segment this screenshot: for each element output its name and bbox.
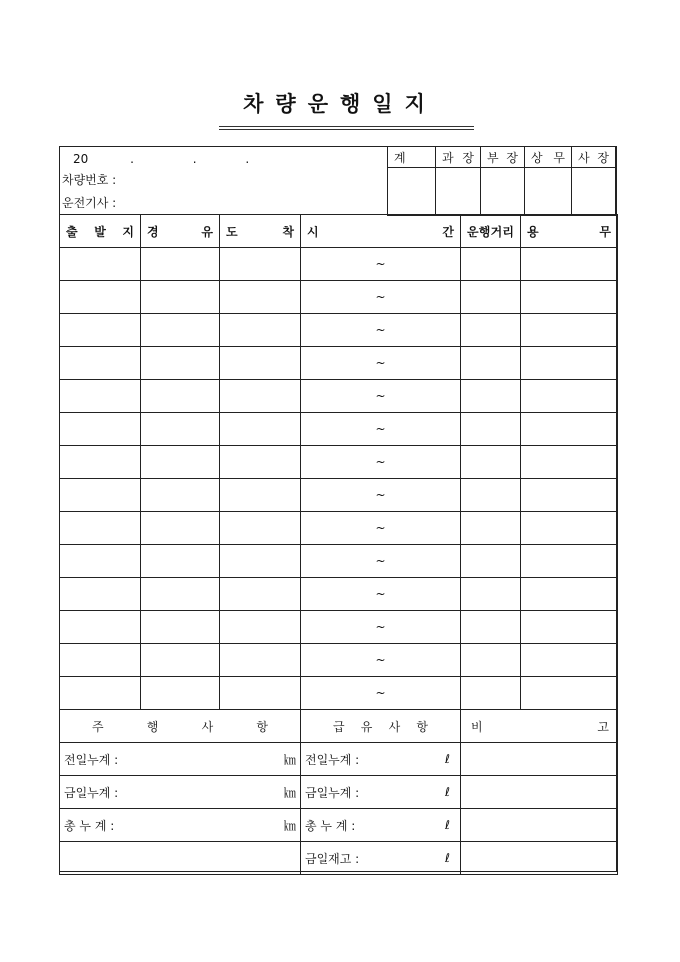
table-cell[interactable]: ~	[301, 347, 461, 380]
table-cell[interactable]	[461, 545, 521, 578]
approval-header-0	[388, 147, 436, 168]
table-cell[interactable]	[461, 512, 521, 545]
table-cell[interactable]	[220, 644, 301, 677]
approval-table	[387, 146, 616, 216]
table-cell[interactable]	[461, 281, 521, 314]
approval-sign-box-3[interactable]	[525, 168, 572, 216]
table-cell[interactable]	[141, 248, 220, 281]
table-cell[interactable]	[220, 347, 301, 380]
table-cell[interactable]: ~	[301, 578, 461, 611]
table-cell[interactable]	[141, 314, 220, 347]
table-cell[interactable]: ~	[301, 314, 461, 347]
cell-text: 상 무	[531, 150, 565, 165]
approval-header-3	[525, 147, 572, 168]
table-cell[interactable]	[141, 512, 220, 545]
table-cell[interactable]	[461, 611, 521, 644]
approval-header-2	[481, 147, 525, 168]
table-cell[interactable]	[60, 380, 141, 413]
approval-header-4	[572, 147, 616, 168]
table-cell[interactable]: ~	[301, 545, 461, 578]
cell-text: 시 간	[307, 224, 454, 239]
table-cell[interactable]	[220, 512, 301, 545]
driving-cell[interactable]: 총 누 계 : ㎞	[60, 809, 301, 842]
table-cell[interactable]	[521, 479, 618, 512]
table-cell[interactable]	[220, 479, 301, 512]
driving-cell[interactable]: 전일누계 : ㎞	[60, 743, 301, 776]
table-cell[interactable]	[521, 281, 618, 314]
cell-text: 주 행 사 항	[92, 719, 268, 734]
table-header	[60, 215, 618, 248]
date-field[interactable]: 20 . . .	[73, 152, 250, 166]
column-header-5	[521, 215, 618, 248]
cell-text: 급 유 사 항	[333, 719, 428, 734]
table-cell[interactable]	[60, 347, 141, 380]
table-row	[60, 545, 618, 578]
table-cell[interactable]	[461, 380, 521, 413]
table-cell[interactable]	[461, 413, 521, 446]
column-header-2	[220, 215, 301, 248]
table-cell[interactable]	[60, 578, 141, 611]
remarks-cell[interactable]	[461, 842, 618, 875]
table-cell[interactable]	[220, 446, 301, 479]
table-cell[interactable]	[461, 248, 521, 281]
table-cell[interactable]	[521, 512, 618, 545]
table-cell[interactable]	[141, 413, 220, 446]
approval-sign-box-0[interactable]	[388, 168, 436, 216]
table-row	[60, 677, 618, 710]
fuel-cell[interactable]: 전일누계 : ℓ	[301, 743, 461, 776]
table-cell[interactable]	[60, 479, 141, 512]
remarks-cell[interactable]	[461, 809, 618, 842]
fuel-cell[interactable]: 금일누계 : ℓ	[301, 776, 461, 809]
column-header-0	[60, 215, 141, 248]
vehicle-number-label: 차량번호 :	[62, 173, 117, 187]
summary-row	[60, 776, 618, 809]
table-cell[interactable]	[220, 314, 301, 347]
table-cell[interactable]	[60, 644, 141, 677]
cell-text: 과 장	[442, 150, 474, 165]
table-row	[60, 314, 618, 347]
table-cell[interactable]	[60, 314, 141, 347]
cell-text: 부 장	[487, 150, 518, 165]
table-row	[60, 281, 618, 314]
table-cell[interactable]	[141, 347, 220, 380]
table-cell[interactable]	[141, 479, 220, 512]
table-cell[interactable]	[521, 611, 618, 644]
summary-header	[60, 710, 618, 743]
table-cell[interactable]	[461, 314, 521, 347]
table-cell[interactable]	[141, 545, 220, 578]
driving-log-table	[59, 214, 618, 710]
table-cell[interactable]	[141, 446, 220, 479]
table-cell[interactable]: ~	[301, 281, 461, 314]
table-cell[interactable]	[461, 446, 521, 479]
table-cell[interactable]	[461, 578, 521, 611]
driving-cell[interactable]: 금일누계 : ㎞	[60, 776, 301, 809]
table-cell[interactable]	[521, 677, 618, 710]
driving-cell[interactable]	[60, 842, 301, 875]
table-cell[interactable]	[60, 413, 141, 446]
table-cell[interactable]: ~	[301, 512, 461, 545]
summary-row	[60, 842, 618, 875]
fuel-cell[interactable]: 총 누 계 : ℓ	[301, 809, 461, 842]
table-row	[60, 578, 618, 611]
summary-table	[59, 709, 618, 875]
summary-header-1	[301, 710, 461, 743]
table-cell[interactable]	[60, 677, 141, 710]
column-header-3	[301, 215, 461, 248]
table-cell[interactable]	[521, 545, 618, 578]
summary-row	[60, 743, 618, 776]
table-cell[interactable]	[141, 611, 220, 644]
remarks-cell[interactable]	[461, 743, 618, 776]
remarks-cell[interactable]	[461, 776, 618, 809]
summary-header-2	[461, 710, 618, 743]
approval-sign-box-2[interactable]	[481, 168, 525, 216]
table-cell[interactable]	[521, 446, 618, 479]
cell-text: 경 유	[147, 224, 213, 239]
table-cell[interactable]	[521, 644, 618, 677]
table-cell[interactable]: ~	[301, 380, 461, 413]
summary-header-0	[60, 710, 301, 743]
table-cell[interactable]	[60, 611, 141, 644]
table-cell[interactable]: ~	[301, 611, 461, 644]
table-cell[interactable]	[220, 677, 301, 710]
table-cell[interactable]: ~	[301, 644, 461, 677]
table-cell[interactable]	[60, 446, 141, 479]
summary-row	[60, 809, 618, 842]
table-cell[interactable]	[521, 413, 618, 446]
table-cell[interactable]	[141, 677, 220, 710]
table-cell[interactable]	[461, 347, 521, 380]
table-cell[interactable]	[141, 281, 220, 314]
table-cell[interactable]	[60, 545, 141, 578]
table-cell[interactable]: ~	[301, 413, 461, 446]
table-row	[60, 644, 618, 677]
table-row	[60, 347, 618, 380]
table-row	[60, 380, 618, 413]
fuel-cell[interactable]: 금일재고 : ℓ	[301, 842, 461, 875]
table-cell[interactable]	[220, 611, 301, 644]
table-cell[interactable]	[60, 512, 141, 545]
table-cell[interactable]	[141, 380, 220, 413]
table-cell[interactable]	[60, 281, 141, 314]
table-cell[interactable]	[220, 380, 301, 413]
table-row	[60, 512, 618, 545]
title-underline	[219, 126, 474, 127]
table-row	[60, 611, 618, 644]
approval-header-1	[436, 147, 481, 168]
table-cell[interactable]	[60, 248, 141, 281]
table-cell[interactable]	[521, 347, 618, 380]
approval-sign-box-1[interactable]	[436, 168, 481, 216]
title-underline-double	[219, 129, 474, 130]
table-cell[interactable]: ~	[301, 677, 461, 710]
table-cell[interactable]	[141, 578, 220, 611]
table-cell[interactable]	[461, 644, 521, 677]
cell-text: 비 고	[471, 719, 609, 734]
table-cell[interactable]	[220, 545, 301, 578]
cell-text: 사 장	[578, 150, 609, 165]
table-cell[interactable]: ~	[301, 446, 461, 479]
table-cell[interactable]	[220, 578, 301, 611]
driver-label: 운전기사 :	[62, 196, 117, 210]
page-title: 차량운행일지	[243, 91, 437, 116]
column-header-4	[461, 215, 521, 248]
table-cell[interactable]	[141, 644, 220, 677]
table-row	[60, 446, 618, 479]
table-cell[interactable]	[220, 248, 301, 281]
cell-text: 출 발 지	[66, 224, 134, 239]
table-cell[interactable]	[521, 314, 618, 347]
cell-text: 계	[394, 150, 406, 165]
table-row	[60, 413, 618, 446]
table-cell[interactable]	[521, 248, 618, 281]
table-cell[interactable]	[220, 281, 301, 314]
table-cell[interactable]	[461, 479, 521, 512]
cell-text: 도 착	[226, 224, 294, 239]
table-cell[interactable]	[461, 677, 521, 710]
table-row	[60, 479, 618, 512]
column-header-1	[141, 215, 220, 248]
cell-text: 용 무	[527, 224, 611, 239]
table-cell[interactable]	[521, 380, 618, 413]
table-cell[interactable]: ~	[301, 479, 461, 512]
approval-sign-box-4[interactable]	[572, 168, 616, 216]
table-row	[60, 248, 618, 281]
table-cell[interactable]	[220, 413, 301, 446]
table-cell[interactable]	[521, 578, 618, 611]
table-cell[interactable]: ~	[301, 248, 461, 281]
cell-text: 운 행 거 리	[467, 224, 514, 239]
